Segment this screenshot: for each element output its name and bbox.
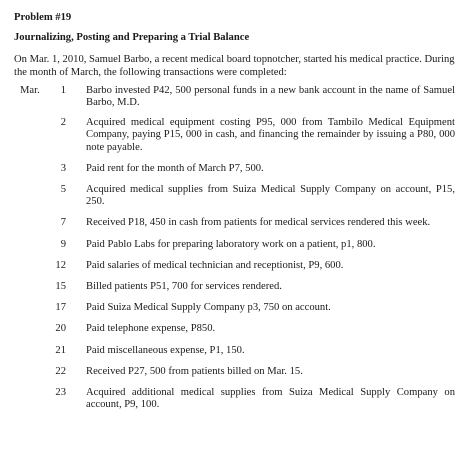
transaction-description: Paid salaries of medical technician and receptionist, P9, 600. — [86, 259, 344, 271]
transaction-description: Acquired medical equipment costing P95, 000 from Tambilo Medical Equipment Company, paying P15, 000 in cash, and financing the remainder by issuing a P80, 000 note payable. — [86, 117, 455, 153]
transaction-row — [14, 117, 455, 154]
transaction-row — [14, 387, 455, 411]
transaction-day: 9 — [60, 238, 66, 250]
transaction-row — [14, 85, 455, 109]
transaction-description: Received P27, 500 from patients billed on Mar. 15. — [86, 365, 303, 377]
transaction-month: Mar. — [20, 84, 40, 96]
transaction-description: Acquired medical supplies from Suiza Medical Supply Company on account, P15, 250. — [86, 184, 455, 208]
transaction-row — [14, 345, 455, 357]
transaction-day: 7 — [60, 217, 66, 229]
transaction-day: 20 — [55, 323, 66, 335]
transaction-description: Paid telephone expense, P850. — [86, 323, 216, 335]
transaction-description: Billed patients P51, 700 for services rendered. — [86, 281, 282, 293]
transaction-description: Paid rent for the month of March P7, 500. — [86, 162, 264, 174]
transaction-row — [14, 217, 455, 229]
transaction-day: 17 — [55, 302, 66, 314]
transaction-description: Received P18, 450 in cash from patients for medical services rendered this week. — [86, 217, 431, 229]
transaction-description: Acquired additional medical supplies from Suiza Medical Supply Company on account, P9, 100. — [86, 387, 455, 411]
transaction-day: 15 — [55, 281, 66, 293]
transaction-description: Paid Pablo Labs for preparing laboratory work on a patient, p1, 800. — [86, 238, 376, 250]
problem-number: Problem #19 — [14, 12, 72, 23]
transaction-row — [14, 366, 455, 378]
transaction-row — [14, 239, 455, 251]
transaction-description: Paid miscellaneous expense, P1, 150. — [86, 344, 245, 356]
transaction-day: 1 — [60, 84, 66, 96]
transaction-row — [14, 302, 455, 314]
transaction-day: 22 — [55, 365, 66, 377]
problem-intro: On Mar. 1, 2010, Samuel Barbo, a recent medical board topnotcher, started his medical practice. During the month of March, the following transactions were completed: — [14, 54, 455, 78]
transaction-day: 23 — [55, 387, 66, 399]
transaction-day: 2 — [60, 117, 66, 129]
transaction-row — [14, 323, 455, 335]
transaction-row — [14, 260, 455, 272]
transaction-row — [14, 184, 455, 208]
transaction-description: Paid Suiza Medical Supply Company p3, 750 on account. — [86, 302, 331, 314]
transaction-row — [14, 163, 455, 175]
transaction-day: 3 — [60, 162, 66, 174]
transaction-list — [14, 85, 455, 412]
transaction-day: 12 — [55, 259, 66, 271]
transaction-day: 21 — [55, 344, 66, 356]
problem-title: Journalizing, Posting and Preparing a Trial Balance — [14, 32, 250, 44]
transaction-row — [14, 281, 455, 293]
transaction-day: 5 — [60, 184, 66, 196]
transaction-description: Barbo invested P42, 500 personal funds in a new bank account in the name of Samuel Barbo, M.D. — [86, 84, 455, 109]
